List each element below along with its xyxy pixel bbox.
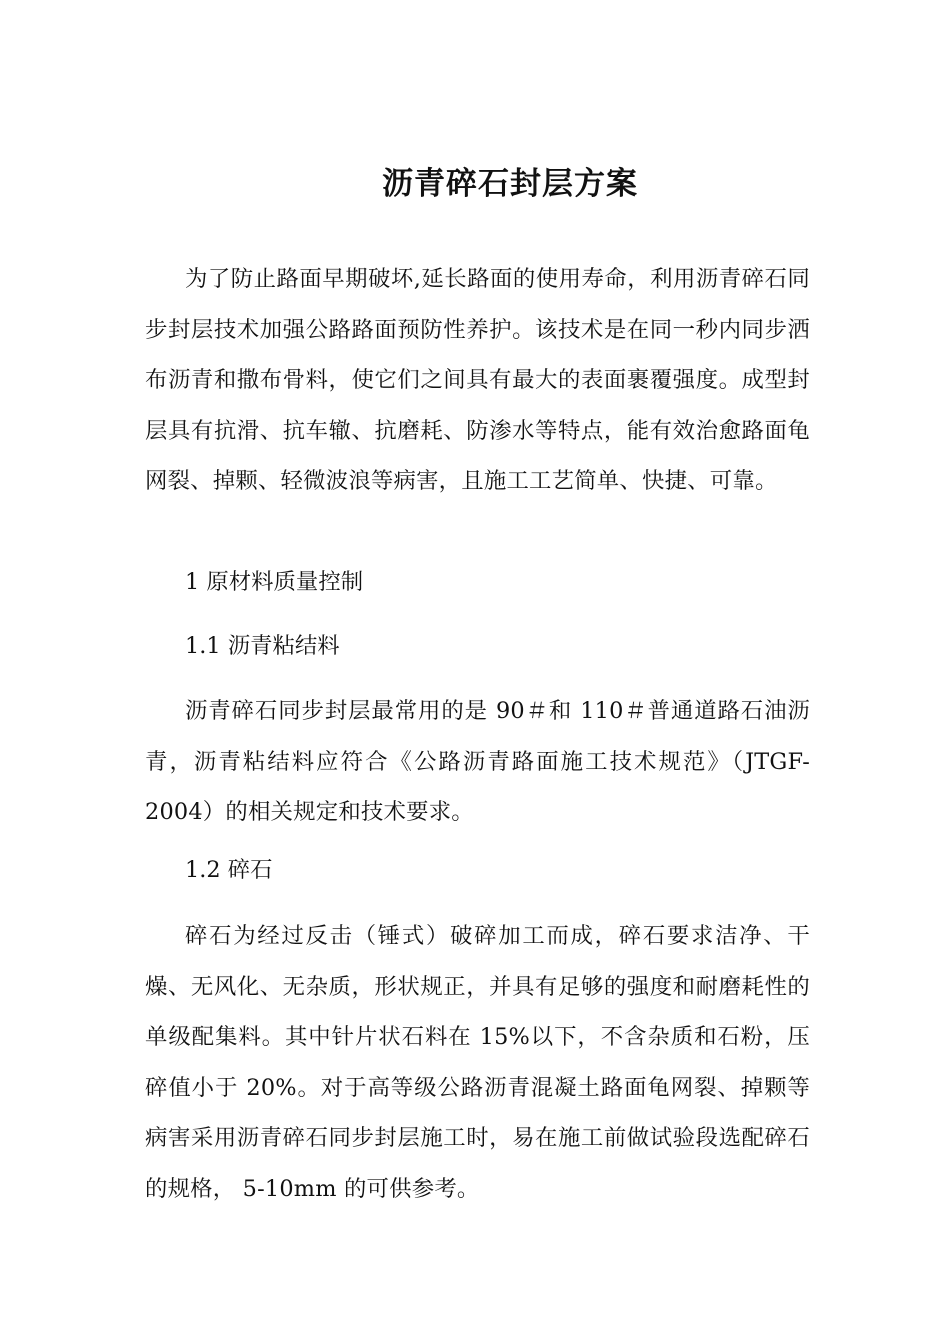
section-heading-1-1: 1.1 沥青粘结料	[185, 633, 340, 659]
intro-paragraph: 为了防止路面早期破坏,延长路面的使用寿命，利用沥青碎石同步封层技术加强公路路面预防性养护。该技术是在同一秒内同步洒布沥青和撒布骨料，使它们之间具有最大的表面裹覆强度。成型封层具有抗滑、抗车辙、抗磨耗、防渗水等特点，能有效治愈路面龟网裂、掉颗、轻微波浪等病害，且施工工艺简单、快捷、可靠。	[145, 266, 810, 494]
section-1-2-paragraph: 碎石为经过反击（锤式）破碎加工而成，碎石要求洁净、干燥、无风化、无杂质，形状规正，并具有足够的强度和耐磨耗性的单级配集料。其中针片状石料在 15%以下，不含杂质和石粉，压碎值小于 20%。对于高等级公路沥青混凝土路面龟网裂、掉颗等病害采用沥青碎石同步封层施工时，易在施工前做试验段选配碎石的规格， 5-10mm 的可供参考。	[145, 923, 810, 1202]
section-1-1-paragraph: 沥青碎石同步封层最常用的是 90＃和 110＃普通道路石油沥青，沥青粘结料应符合《公路沥青路面施工技术规范》（JTGF-2004）的相关规定和技术要求。	[145, 698, 810, 825]
section-heading-1: 1 原材料质量控制	[185, 569, 364, 595]
section-heading-1-2: 1.2 碎石	[185, 857, 273, 883]
document-title: 沥青碎石封层方案	[382, 165, 638, 202]
